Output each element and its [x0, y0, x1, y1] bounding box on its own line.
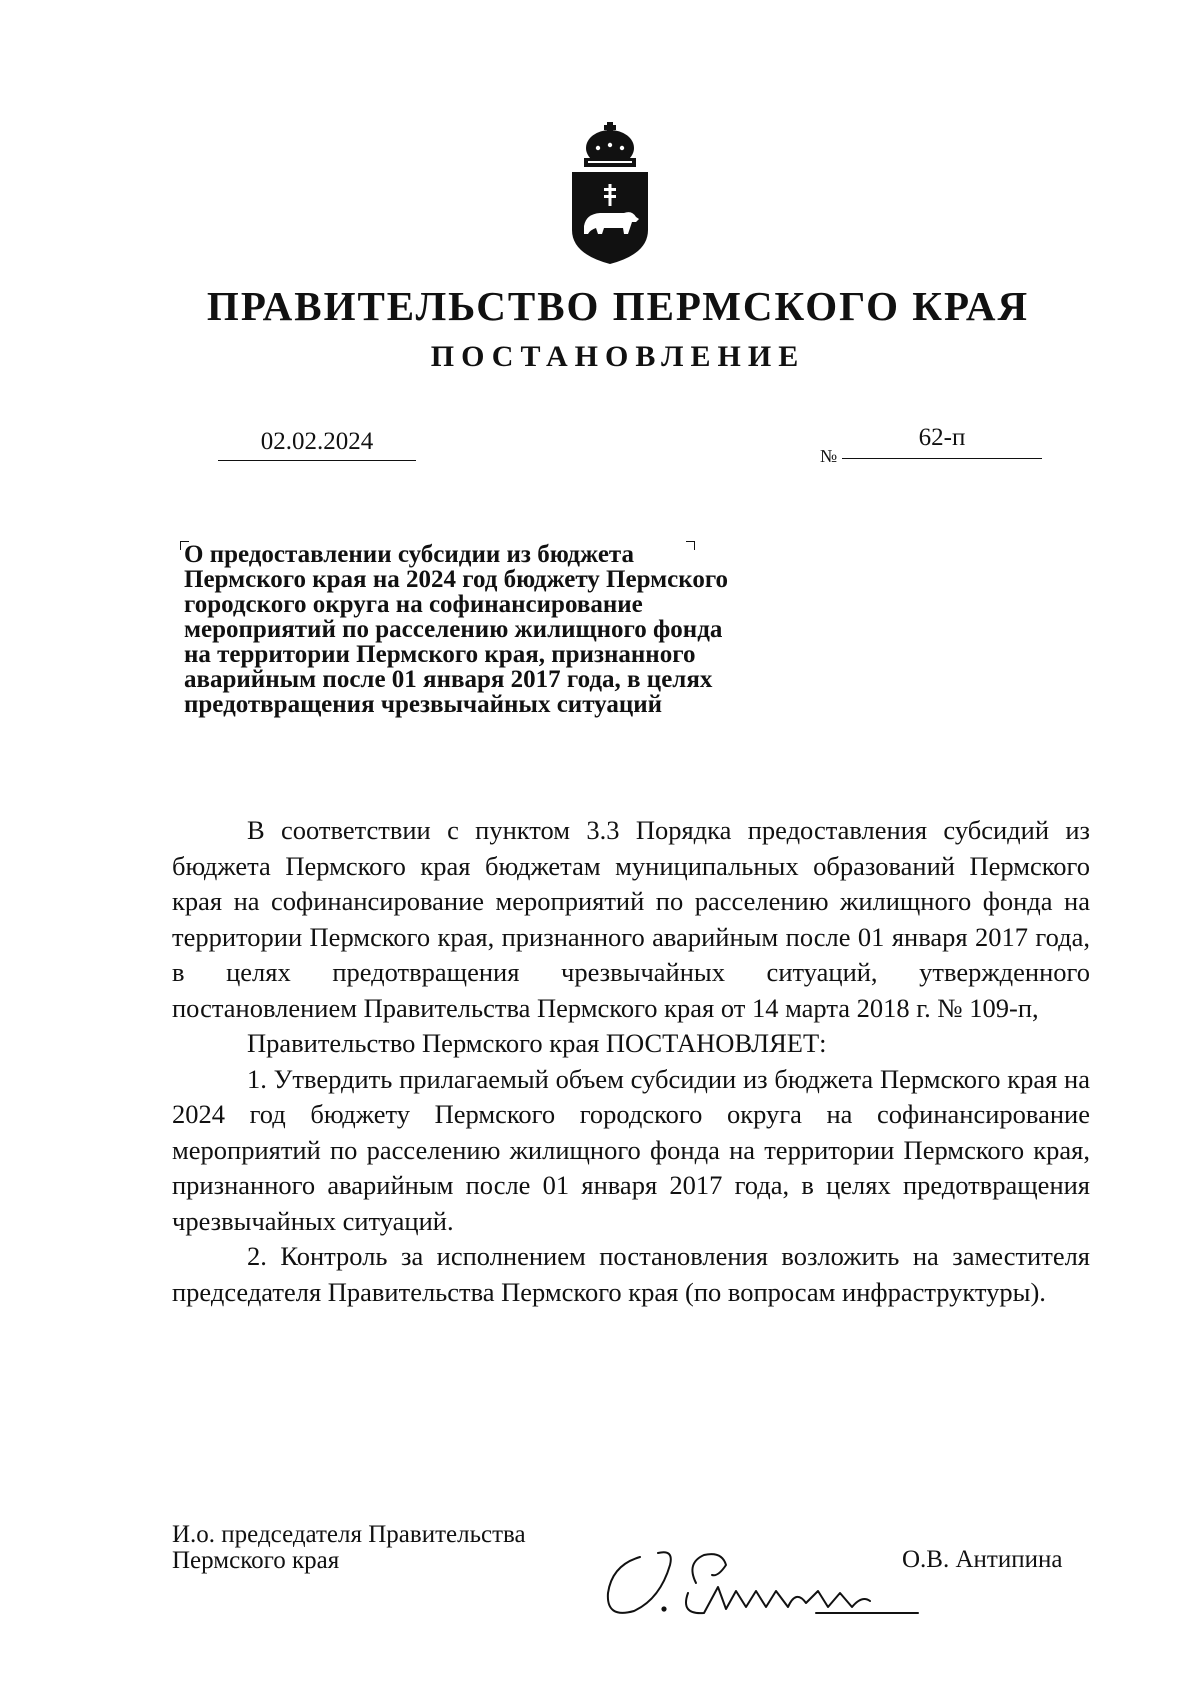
handwritten-signature — [600, 1535, 930, 1625]
perm-krai-coat-of-arms-icon — [562, 118, 658, 268]
organization-title: ПРАВИТЕЛЬСТВО ПЕРМСКОГО КРАЯ — [206, 283, 1030, 329]
number-label: № — [820, 446, 838, 466]
body-paragraph-resolution: Правительство Пермского края ПОСТАНОВЛЯЕТ: — [247, 1028, 827, 1058]
body-paragraph-item-1: 1. Утвердить прилагаемый объем субсидии из бюджета Пермского края на 2024 год бюджету Пермского городского округа на софинансирование мероприятий по расселению жилищного фонда на территории Пермского края, признанного аварийным после 01 января 2017 года, в целях предотвращения чрезвычайных ситуаций. — [172, 1063, 1090, 1236]
body-paragraph-preamble: В соответствии с пунктом 3.3 Порядка предоставления субсидий из бюджета Пермского края бюджетам муниципальных образований Пермского края на софинансирование мероприятий по расселению жилищного фонда на территории Пермского края, признанного аварийным после 01 января 2017 года, в целях предотвращения чрезвычайных ситуаций, утвержденного постановлением Правительства Пермского края от 14 марта 2018 г. № 109-п, — [172, 815, 1090, 1023]
subject-line: на территории Пермского края, признанного — [184, 641, 696, 668]
document-number: 62-п — [842, 424, 1042, 459]
subject-line: мероприятий по расселению жилищного фонда — [184, 616, 723, 643]
document-date: 02.02.2024 — [218, 428, 416, 461]
document-subject — [184, 542, 824, 717]
subject-line: городского округа на софинансирование — [184, 591, 643, 618]
signatory-position-line: И.о. председателя Правительства — [172, 1521, 526, 1548]
document-body — [172, 813, 1090, 1310]
subject-line: аварийным после 01 января 2017 года, в целях — [184, 666, 713, 693]
document-type-title: ПОСТАНОВЛЕНИЕ — [430, 340, 806, 373]
subject-line: Пермского края на 2024 год бюджету Пермского — [184, 566, 729, 593]
signatory-name: О.В. Антипина — [902, 1546, 1063, 1573]
signatory-position-line: Пермского края — [172, 1547, 340, 1574]
signatory-position — [172, 1522, 526, 1574]
subject-line: О предоставлении субсидии из бюджета — [184, 541, 634, 568]
subject-line: предотвращения чрезвычайных ситуаций — [184, 691, 663, 718]
body-paragraph-item-2: 2. Контроль за исполнением постановления возложить на заместителя председателя Правительства Пермского края (по вопросам инфраструктуры). — [172, 1241, 1090, 1307]
